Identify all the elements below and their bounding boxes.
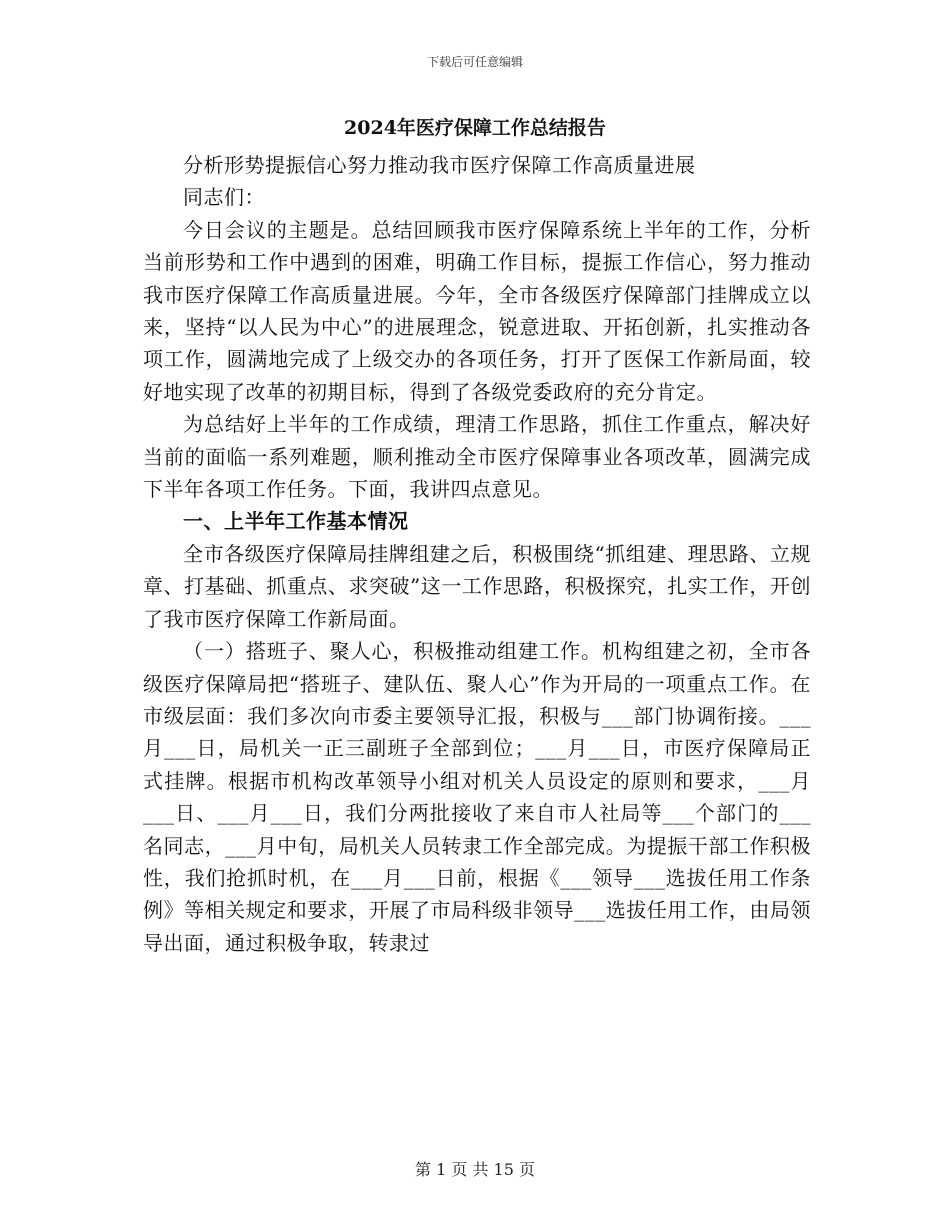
document-title: 2024年医疗保障工作总结报告 — [344, 117, 606, 139]
subtitle: 分析形势提振信心努力推动我市医疗保障工作高质量进展 — [183, 153, 696, 177]
header-note: 下载后可任意编辑 — [426, 55, 523, 69]
subsection-paragraph: （一）搭班子、聚人心，积极推动组建工作。机构组建之初，全市各级医疗保障局把“搭班子、建队伍、聚人心”作为开局的一项重点工作。在市级层面：我们多次向市委主要领导汇报，积极与___部门协调衔接。___月___日，局机关一正三副班子全部到位；___月___日，市医疗保障局正式挂牌。根据市机构改革领导小组对机关人员设定的原则和要求，___月___日、___月___日，我们分两批接收了来自市人社局等___个部门的___名同志，___月中旬，局机关人员转隶工作全部完成。为提振干部工作积极性，我们抢抓时机，在___月___日前，根据《___领导___选拔任用工作条例》等相关规定和要求，开展了市局科级非领导___选拔任用工作，由局领导出面，通过积极争取，转隶过 — [143, 639, 811, 955]
section-intro: 全市各级医疗保障局挂牌组建之后，积极围绕“抓组建、理思路、立规章、打基础、抓重点、求突破”这一工作思路，积极探究，扎实工作，开创了我市医疗保障工作新局面。 — [143, 541, 811, 631]
salutation: 同志们： — [183, 185, 265, 210]
document-body — [143, 149, 811, 959]
page-footer: 第 1 页 共 15 页 — [415, 1160, 535, 1179]
paragraph-intro: 今日会议的主题是。总结回顾我市医疗保障系统上半年的工作，分析当前形势和工作中遇到的困难，明确工作目标，提振工作信心，努力推动我市医疗保障工作高质量进展。今年，全市各级医疗保障部门挂牌成立以来，坚持“以人民为中心”的进展理念，锐意进取、开拓创新，扎实推动各项工作，圆满地完成了上级交办的各项任务，打开了医保工作新局面，较好地实现了改革的初期目标，得到了各级党委政府的充分肯定。 — [143, 217, 811, 404]
paragraph-summary: 为总结好上半年的工作成绩，理清工作思路，抓住工作重点，解决好当前的面临一系列难题，顺利推动全市医疗保障事业各项改革，圆满完成下半年各项工作任务。下面，我讲四点意见。 — [143, 412, 811, 502]
section-heading: 一、上半年工作基本情况 — [183, 509, 409, 534]
